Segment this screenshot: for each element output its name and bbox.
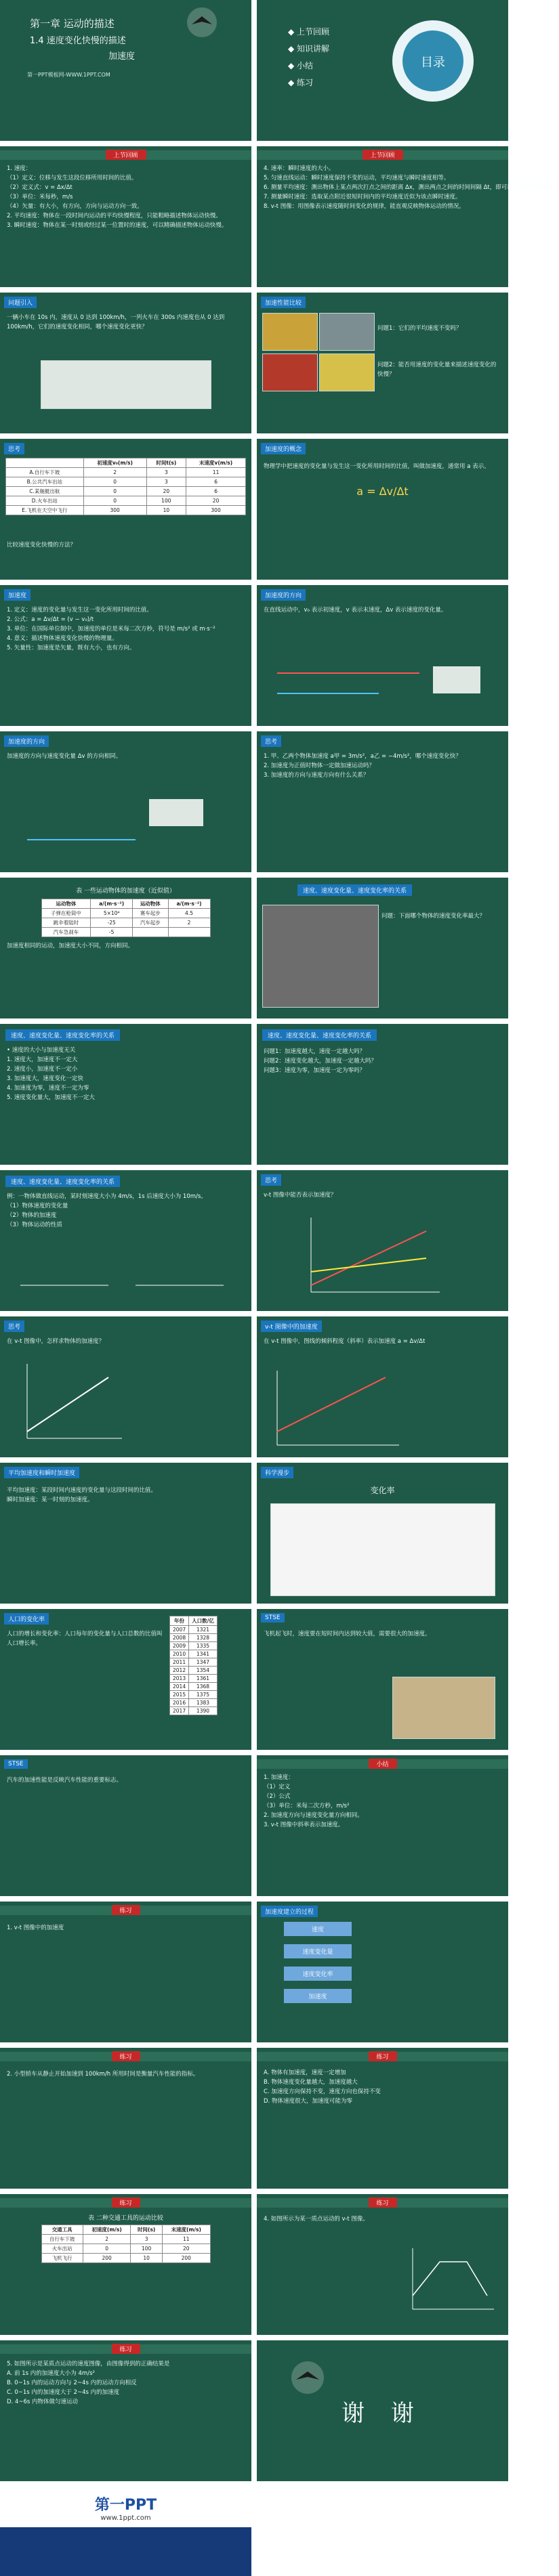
footer-text: 第一PPT模板网-WWW.1PPT.COM xyxy=(27,72,110,78)
vector-diagram xyxy=(270,646,494,714)
flow-step: 速度变化量 xyxy=(284,1944,352,1958)
toc-item-1[interactable]: ◆ 上节回顾 xyxy=(288,27,330,37)
question: v-t 图像中能否表示加速度？ xyxy=(264,1192,337,1199)
option-c[interactable]: C. 加速度方向保持不变，速度方向也保持不变 xyxy=(264,2088,381,2095)
table-row: 2015 1375 xyxy=(170,1691,218,1699)
text-line: 问题2：速度变化越大，加速度一定越大吗？ xyxy=(264,1058,377,1065)
slide-7[interactable] xyxy=(0,439,251,580)
option-a[interactable]: A. 物体有加速度，速度一定增加 xyxy=(264,2069,346,2076)
slide-32[interactable] xyxy=(257,2194,508,2335)
slide-3[interactable] xyxy=(0,146,251,287)
slide-11[interactable] xyxy=(0,731,251,872)
slide-29[interactable] xyxy=(0,2048,251,2189)
text-line: （3）单位：米每二次方秒，m/s² xyxy=(264,1803,350,1809)
table-row: D.火车出站 0 100 20 xyxy=(6,496,246,506)
flow-step: 加速度 xyxy=(284,1989,352,2003)
text-line: 8. v-t 图像：用图像表示速度随时间变化的规律，能直观反映物体运动的情况。 xyxy=(264,203,465,210)
section-tag: 练习 xyxy=(368,2051,396,2061)
slide-23[interactable] xyxy=(0,1609,251,1750)
car-image-3 xyxy=(262,353,318,391)
toc-item-3[interactable]: ◆ 小结 xyxy=(288,61,314,70)
car-image-4 xyxy=(319,353,375,391)
slide-34[interactable] xyxy=(257,2340,508,2481)
slide-27[interactable] xyxy=(0,1902,251,2042)
table-row: 2014 1368 xyxy=(170,1683,218,1691)
table-header: 初速度v₀(m/s) xyxy=(83,458,146,468)
slide-1[interactable] xyxy=(0,0,251,141)
section-tag: 练习 xyxy=(111,2051,140,2061)
table-row: 2011 1347 xyxy=(170,1658,218,1667)
text-line: 问题1：加速度越大，速度一定越大吗？ xyxy=(264,1048,365,1055)
section-tag: 平均加速度和瞬时加速度 xyxy=(4,1467,79,1478)
table-title: 表 二种交通工具的运动比较 xyxy=(88,2215,163,2222)
train-car-image xyxy=(41,360,211,409)
toc-list xyxy=(288,20,329,93)
article-image xyxy=(270,1503,495,1596)
section-tag: 上节回顾 xyxy=(362,150,402,160)
text-line: 问题3：速度为零，加速度一定为零吗？ xyxy=(264,1067,365,1074)
section-tag: 速度、速度变化量、速度变化率的关系 xyxy=(5,1029,120,1041)
problem-text: 一辆小车在 10s 内，速度从 0 达到 100km/h，一列火车在 300s 内速度也从 0 达到 100km/h，它们的速度变化相同，哪个速度变化更快？ xyxy=(7,314,225,330)
vt-graph xyxy=(20,1357,129,1445)
table-header: 时间t(s) xyxy=(146,458,186,468)
section-tag: 速度、速度变化量、速度变化率的关系 xyxy=(297,884,412,896)
table-row: 飞机飞行 200 10 200 xyxy=(41,2254,210,2263)
text-line: 1. 速度大，加速度不一定大 xyxy=(7,1056,78,1063)
toc-item-2[interactable]: ◆ 知识讲解 xyxy=(288,44,330,53)
text-line: 例：一物体做直线运动，某时刻速度大小为 4m/s，1s 后速度大小为 10m/s。 xyxy=(7,1193,207,1200)
option-a[interactable]: A. 前 1s 内的加速度大小为 4m/s² xyxy=(7,2370,95,2377)
lesson-title: 1.4 速度变化快慢的描述 xyxy=(30,36,126,46)
text-line: 1. 加速度： xyxy=(264,1774,294,1781)
text-line: 2. 加速度方向与速度变化量方向相同。 xyxy=(264,1812,363,1819)
question-text: 5. 如图所示是某质点运动的速度图像，由图像得到的正确结果是 xyxy=(7,2361,170,2367)
text-line: 5. 匀速直线运动：瞬时速度保持不变的运动，平均速度与瞬时速度相等。 xyxy=(264,175,450,181)
slide-10[interactable] xyxy=(257,585,508,726)
table-title: 表 一些运动物体的加速度（近似值） xyxy=(76,888,175,895)
section-tag: 加速性能比较 xyxy=(261,297,306,308)
table-row: 2009 1335 xyxy=(170,1642,218,1650)
section-tag: 加速度的方向 xyxy=(4,735,49,747)
section-tag: 小结 xyxy=(368,1759,396,1769)
section-tag: STSE xyxy=(4,1759,28,1769)
slide-21[interactable] xyxy=(0,1463,251,1604)
slide-20[interactable] xyxy=(257,1316,508,1457)
flow-step: 速度变化率 xyxy=(284,1967,352,1981)
toc-item-4[interactable]: ◆ 练习 xyxy=(288,78,314,87)
text-line: 3. 单位：在国际单位制中，加速度的单位是米每二次方秒，符号是 m/s² 或 m·s⁻² xyxy=(7,626,215,632)
direction-text: 在直线运动中，v₀ 表示初速度，v 表示末速度，Δv 表示速度的变化量。 xyxy=(264,607,447,614)
flow-step: 速度 xyxy=(284,1922,352,1936)
toc-label: 练习 xyxy=(297,78,314,87)
section-tag: 练习 xyxy=(111,2197,140,2208)
brand-logo: 第一PPT xyxy=(94,2497,157,2514)
option-b[interactable]: B. 物体速度变化量越大，加速度越大 xyxy=(264,2079,358,2086)
text-line: （2）公式 xyxy=(264,1793,291,1800)
table-row: 2012 1354 xyxy=(170,1667,218,1675)
vt-graph xyxy=(270,1364,406,1452)
toc-title: 目录 xyxy=(421,56,445,70)
text-line: 1. 定义：速度的变化量与发生这一变化所用时间的比值。 xyxy=(7,607,152,614)
table-row: C.某舰艇出航 0 20 6 xyxy=(6,487,246,496)
motion-diagram xyxy=(14,1265,237,1299)
text-line: 3. v-t 图像中斜率表示加速度。 xyxy=(264,1822,344,1828)
slide-25[interactable] xyxy=(0,1755,251,1896)
slide-30[interactable] xyxy=(257,2048,508,2189)
question: 比较速度变化快慢的方法？ xyxy=(7,542,77,549)
option-d[interactable]: D. 物体速度很大，加速度可能为零 xyxy=(264,2098,352,2105)
toc-label: 上节回顾 xyxy=(297,27,330,37)
slide-6[interactable] xyxy=(257,293,508,433)
text-line: 2. 速度小，加速度不一定小 xyxy=(7,1066,78,1073)
slide-9[interactable] xyxy=(0,585,251,726)
car-image-1 xyxy=(262,313,318,351)
section-tag: 加速度建立的过程 xyxy=(261,1906,318,1917)
formula: a = Δv/Δt xyxy=(356,485,409,498)
section-tag: 练习 xyxy=(111,1905,140,1915)
section-tag: 上节回顾 xyxy=(105,150,146,160)
slide-13[interactable] xyxy=(0,878,251,1018)
section-tag: 练习 xyxy=(111,2344,140,2354)
slide-14[interactable] xyxy=(257,878,508,1018)
note-text: 加速度相同的运动，加速度大小不同，方向相同。 xyxy=(7,943,134,949)
question: 问题：下面哪个物体的速度变化率最大？ xyxy=(381,913,486,920)
section-tag: 思考 xyxy=(261,1174,281,1186)
thanks-text: 谢 谢 xyxy=(341,2400,423,2427)
exercise-text: 2. 小型轿车从静止开始加速到 100km/h 所用时间是衡量汽车性能的指标。 xyxy=(7,2071,199,2078)
slide-36[interactable] xyxy=(257,2487,508,2576)
text-line: （1）物体速度的变化量 xyxy=(7,1203,68,1209)
slide-5[interactable] xyxy=(0,293,251,433)
subtitle: 加速度 xyxy=(108,51,136,62)
toc-label: 小结 xyxy=(297,61,314,70)
text-line: （2）物体的加速度 xyxy=(7,1212,57,1219)
text-line: 1. 甲、乙两个物体加速度 a甲 = 3m/s²，a乙 = −4m/s²，哪个速度变化快？ xyxy=(264,753,461,760)
table-row: 子弹在枪筒中 5×10⁴ 赛车起步 4.5 xyxy=(41,909,210,918)
text-line: 2. 公式：a = Δv/Δt = (v − v₀)/t xyxy=(7,616,94,623)
text-line: 3. 加速度的方向与速度方向有什么关系？ xyxy=(264,772,369,779)
section-tag: 思考 xyxy=(261,735,281,747)
section-tag: 速度、速度变化量、速度变化率的关系 xyxy=(262,1029,377,1041)
text-line: 2. 加速度为正值时物体一定做加速运动吗？ xyxy=(264,763,375,769)
section-tag: 加速度的方向 xyxy=(261,589,306,601)
table-row: 2007 1321 xyxy=(170,1626,218,1634)
text-line: • 速度的大小与加速度无关 xyxy=(7,1047,76,1054)
slide-24[interactable] xyxy=(257,1609,508,1750)
text-line: 6. 测量平均速度：测出物体上某点两次打点之间的距离 Δx，测出两点之间的时间间隔 Δt，即可以计算出平均速度。 xyxy=(264,184,559,191)
eagle-icon xyxy=(291,2361,325,2395)
text-line: （4）矢量：有大小，有方向，方向与运动方向一致。 xyxy=(7,203,143,210)
slide-8[interactable] xyxy=(257,439,508,580)
slide-4[interactable] xyxy=(257,146,559,287)
vt-graph xyxy=(297,1211,447,1306)
definition-text: 物理学中把速度的变化量与发生这一变化所用时间的比值，叫做加速度，通常用 a 表示。 xyxy=(264,463,490,470)
text-line: 2. 平均速度：物体在一段时间内运动的平均快慢程度，只能粗略描述物体运动快慢。 xyxy=(7,213,222,219)
definition-text: 在 v-t 图像中，图线的倾斜程度（斜率）表示加速度 a = Δv/Δt xyxy=(264,1338,426,1345)
slide-16[interactable] xyxy=(257,1024,508,1165)
option-d[interactable]: D. 4~6s 内物体做匀速运动 xyxy=(7,2399,79,2405)
text-line: 7. 测量瞬时速度：选取某点附近很短时间内的平均速度近似为该点瞬时速度。 xyxy=(264,194,461,200)
table-row: 火车出站 0 100 20 xyxy=(41,2244,210,2254)
section-tag: 加速度的概念 xyxy=(261,443,306,454)
direction-diagram xyxy=(14,786,237,853)
direction-text: 加速度的方向与速度变化量 Δv 的方向相同。 xyxy=(7,753,122,760)
section-tag: 练习 xyxy=(368,2197,396,2208)
table-row: 2010 1341 xyxy=(170,1650,218,1658)
text-line: 3. 加速度大，速度变化一定快 xyxy=(7,1075,83,1082)
description: 人口的增长和变化率：人口每年的变化量与人口总数的比值叫人口增长率。 xyxy=(7,1631,163,1647)
text-line: 4. 意义：描述物体速度变化快慢的物理量。 xyxy=(7,635,118,642)
table-row: A.自行车下坡 2 3 11 xyxy=(6,468,246,477)
acceleration-table: 运动物体 a/(m·s⁻²) 运动物体 a/(m·s⁻²) 子弹在枪筒中 5×10⁴ 赛车起步 4.5 跳伞着陆时 -25 汽车起步 2 汽车急刹车 -5 xyxy=(41,899,211,937)
description: 汽车的加速性能是反映汽车性能的重要标志。 xyxy=(7,1777,123,1784)
text-line: 3. 瞬时速度：物体在某一时刻或经过某一位置时的速度，可以精确描述物体运动快慢。 xyxy=(7,222,228,229)
section-tag: 思考 xyxy=(4,443,24,454)
aircraft-image xyxy=(392,1677,495,1739)
table-row: B.公共汽车出站 0 3 6 xyxy=(6,477,246,487)
eagle-icon xyxy=(186,7,218,38)
table-header xyxy=(6,458,84,468)
table-row: 自行车下坡 2 3 11 xyxy=(41,2235,210,2244)
slide-19[interactable] xyxy=(0,1316,251,1457)
text-line: 5. 速度变化量大，加速度不一定大 xyxy=(7,1094,95,1101)
question-1: 问题1：它们的平均速度不变吗？ xyxy=(377,325,462,332)
section-tag: STSE xyxy=(261,1613,285,1623)
brand-url[interactable]: www.1ppt.com xyxy=(100,2514,151,2522)
section-tag: 科学漫步 xyxy=(261,1467,293,1478)
slide-18[interactable] xyxy=(257,1170,508,1311)
section-tag: 思考 xyxy=(4,1321,24,1332)
question-2: 问题2：能否用速度的变化量来描述速度变化的快慢？ xyxy=(377,362,497,378)
description: 飞机起飞时，速度要在短时间内达到较大值，需要很大的加速度。 xyxy=(264,1631,431,1637)
footer-bar xyxy=(0,2527,251,2576)
flow-diagram xyxy=(284,1922,352,2003)
chapter-title: 第一章 运动的描述 xyxy=(30,18,115,30)
slide-2[interactable] xyxy=(257,0,508,141)
text-line: （1）定义：位移与发生这段位移所用时间的比值。 xyxy=(7,175,138,181)
transport-table: 交通工具 初速度(m/s) 时间(s) 末速度(m/s) 自行车下坡 2 3 11 火车出站 0 100 20 飞机飞行 200 10 200 xyxy=(41,2225,211,2263)
slide-12[interactable] xyxy=(257,731,508,872)
text-line: 平均加速度：某段时间内速度的变化量与这段时间的比值。 xyxy=(7,1487,157,1494)
text-line: 4. 加速度为零，速度不一定为零 xyxy=(7,1085,89,1092)
question: 在 v-t 图像中，怎样求物体的加速度？ xyxy=(7,1338,105,1345)
toc-label: 知识讲解 xyxy=(297,44,330,53)
option-c[interactable]: C. 0~1s 内的加速度大于 2~4s 内的加速度 xyxy=(7,2389,120,2396)
slide-22[interactable] xyxy=(257,1463,508,1604)
text-line: 瞬时加速度：某一时刻的加速度。 xyxy=(7,1497,94,1503)
slide-33[interactable] xyxy=(0,2340,251,2481)
exercise-text: 1. v-t 图像中的加速度 xyxy=(7,1925,64,1931)
text-line: （1）定义 xyxy=(264,1784,291,1790)
slide-26[interactable] xyxy=(257,1755,508,1896)
text-line: （3）物体运动的性质 xyxy=(7,1222,62,1228)
motorcycle-image xyxy=(262,905,379,1008)
text-line: （2）定义式：v = Δx/Δt xyxy=(7,184,73,191)
car-image-2 xyxy=(319,313,375,351)
section-tag: 问题引入 xyxy=(4,297,37,308)
section-tag: 速度、速度变化量、速度变化率的关系 xyxy=(5,1176,120,1187)
table-header: 末速度v(m/s) xyxy=(186,458,246,468)
table-row: 2017 1390 xyxy=(170,1707,218,1715)
section-tag: v-t 图像中的加速度 xyxy=(261,1321,322,1332)
table-row: 2008 1328 xyxy=(170,1634,218,1642)
slide-28[interactable] xyxy=(257,1902,508,2042)
table-row: 跳伞着陆时 -25 汽车起步 2 xyxy=(41,918,210,928)
text-line: （3）单位：米每秒，m/s xyxy=(7,194,73,200)
exercise-text: 4. 如图所示为某一质点运动的 v-t 图像。 xyxy=(264,2216,369,2223)
section-tag: 人口的变化率 xyxy=(4,1613,49,1625)
table-row: E.飞机在天空中飞行 300 10 300 xyxy=(6,506,246,515)
table-row: 汽车急刹车 -5 xyxy=(41,928,210,937)
table-row: 2013 1361 xyxy=(170,1675,218,1683)
option-b[interactable]: B. 0~1s 内的运动方向与 2~4s 内的运动方向相反 xyxy=(7,2380,137,2386)
article-title: 变化率 xyxy=(370,1486,395,1495)
section-tag: 加速度 xyxy=(4,589,30,601)
population-table: 年份 人口数/亿 2007 1321 2008 1328 2009 1335 2010 1341 2011 1347 2012 1354 2013 1361 2014 1368 2015 1375 2016 1383 2017 1390 xyxy=(169,1616,218,1715)
comparison-table xyxy=(5,458,246,515)
slide-35[interactable] xyxy=(0,2487,251,2576)
slide-15[interactable] xyxy=(0,1024,251,1165)
text-line: 4. 速率：瞬时速度的大小。 xyxy=(264,165,335,172)
text-line: 1. 速度： xyxy=(7,165,32,172)
table-row: 2016 1383 xyxy=(170,1699,218,1707)
slide-17[interactable] xyxy=(0,1170,251,1311)
slide-31[interactable] xyxy=(0,2194,251,2335)
text-line: 5. 矢量性：加速度是矢量，既有大小，也有方向。 xyxy=(7,645,136,651)
vt-graph xyxy=(406,2241,501,2316)
